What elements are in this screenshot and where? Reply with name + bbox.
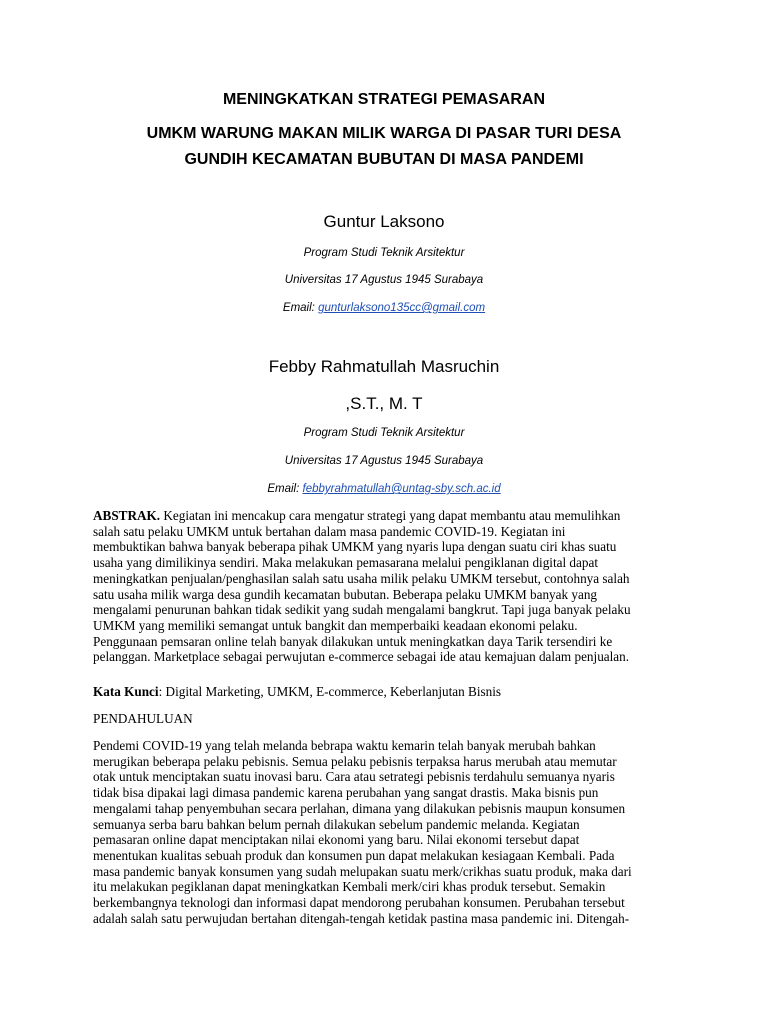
intro-line: merugikan beberapa pelaku pebisnis. Semua pelaku pebisnis terpaksa harus merubah atau memutar <box>93 753 617 769</box>
keywords-text: : Digital Marketing, UMKM, E-commerce, Keberlanjutan Bisnis <box>158 684 502 699</box>
intro-line: menentukan kualitas sebuah produk dan konsumen pun dapat melakukan kesiagaan Kembali. Pada <box>93 847 615 863</box>
author-2-name: Febby Rahmatullah Masruchin <box>268 357 500 376</box>
abstract-line: UMKM yang memiliki semangat untuk bangkit dan memperbaiki keadaan ekonomi pelaku. <box>93 617 578 633</box>
intro-line: adalah salah satu perwujudan bertahan ditengah-tengah ketidak pastina masa pandemic ini. Ditengah- <box>93 910 630 926</box>
abstract-line: usaha yang dimilikinya sendiri. Maka melakukan pemasarana melalui pengiklanan digital dapat <box>93 555 598 571</box>
intro-line: masa pandemic banyak konsumen yang sudah melupakan suatu merk/crikhas suatu produk, maka dari <box>93 863 632 879</box>
paper-title-line-2: UMKM WARUNG MAKAN MILIK WARGA DI PASAR TURI DESA <box>146 125 622 142</box>
keywords-label: Kata Kunci <box>93 684 159 699</box>
intro-line: mengalami tahap penyembuhan secara perlahan, dimana yang dilakukan pebisnis maupun konsumen <box>93 800 626 816</box>
author-2-email-line <box>0 483 768 495</box>
abstract-line: pelanggan. Marketplace sebagai perwujutan e-commerce sebagai ide atau kemajuan dalam penjualan. <box>93 649 630 665</box>
intro-line: Pendemi COVID-19 yang telah melanda bebrapa waktu kemarin telah banyak merubah bahkan <box>93 738 596 753</box>
paper-title-line-3: GUNDIH KECAMATAN BUBUTAN DI MASA PANDEMI <box>184 151 584 168</box>
abstract-line: mengalami penurunan bahkan tidak sedikit yang sudah mengalami bangkrut. Tapi juga banyak pelaku <box>93 602 631 618</box>
abstract-line: ABSTRAK. Kegiatan ini mencakup cara mengatur strategi yang dapat membantu atau memulihkan <box>93 508 621 523</box>
intro-line: pemasaran online dapat menciptakan nilai ekonomi yang baru. Nilai ekonomi tersebut dapat <box>93 832 580 848</box>
author-1-email-line <box>0 302 768 314</box>
author-1-program: Program Studi Teknik Arsitektur <box>303 247 465 259</box>
author-2-email-link[interactable]: febbyrahmatullah@untag-sby.sch.ac.id <box>302 483 501 495</box>
abstract-line: Penggunaan pemsaran online telah banyak dilakukan untuk meningkatkan daya Tarik tersendiri ke <box>93 633 613 649</box>
author-2-credentials: ,S.T., M. T <box>345 394 423 413</box>
keywords-line <box>93 684 683 700</box>
intro-line: itu melakukan pegiklanan dapat meningkatkan Kembali merk/ciri khas produk tersebut. Semakin <box>93 879 606 895</box>
intro-line: otak untuk menciptakan suatu inovasi baru. Cara atau setrategi pebisnis terdahulu semuanya nyaris <box>93 769 615 785</box>
paper-title-line-1: MENINGKATKAN STRATEGI PEMASARAN <box>222 91 546 108</box>
intro-paragraph <box>93 738 683 926</box>
section-heading: PENDAHULUAN <box>93 711 193 726</box>
abstract-line: salah satu pelaku UMKM untuk bertahan dalam masa pandemic COVID-19. Kegiatan ini <box>93 523 566 539</box>
intro-line: berkembangnya teknologi dan informasi dapat mendorong perubahan konsumen. Perubahan tersebut <box>93 895 625 911</box>
author-2-university: Universitas 17 Agustus 1945 Surabaya <box>284 455 484 467</box>
author-1-name: Guntur Laksono <box>323 212 445 231</box>
abstract-line: meningkatkan penjualan/penghasilan salah satu usaha milik pelaku UMKM tersebut, contohnya salah <box>93 570 630 586</box>
author-1-email-label: Email: <box>282 302 319 314</box>
abstract-paragraph <box>93 508 683 665</box>
intro-line: semuanya serba baru bahkan belum pernah dilakukan sebelum pandemic melanda. Kegiatan <box>93 816 580 832</box>
author-1-email-link[interactable]: gunturlaksono135cc@gmail.com <box>318 302 486 314</box>
author-2-program: Program Studi Teknik Arsitektur <box>303 427 465 439</box>
intro-line: tidak bisa dipakai lagi dimasa pandemic karena perubahan yang sangat drastis. Maka bisnis pun <box>93 785 599 801</box>
abstract-line: satu usaha milik warga desa gundih kecamatan bubutan. Beberapa pelaku UMKM banyak yang <box>93 586 598 602</box>
abstract-line: membuktikan bahwa banyak beberapa pihak UMKM yang nyaris lupa dengan suatu ciri khas suatu <box>93 539 617 555</box>
abstract-label: ABSTRAK. <box>93 508 161 523</box>
author-2-email-label: Email: <box>267 483 303 495</box>
author-1-university: Universitas 17 Agustus 1945 Surabaya <box>284 274 484 286</box>
